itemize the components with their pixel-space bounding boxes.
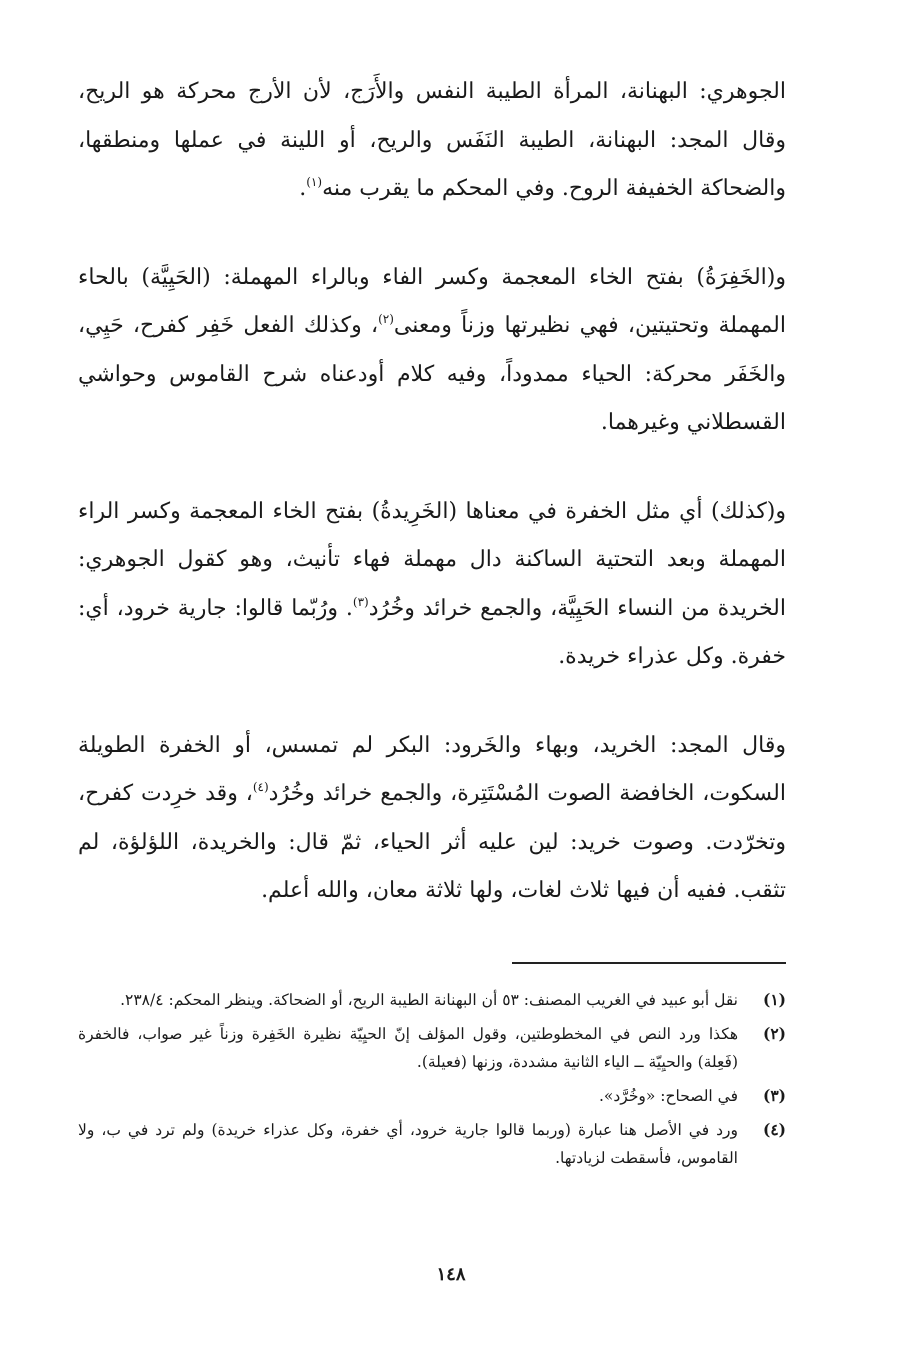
paragraph-text: الجوهري: البهنانة، المرأة الطيبة النفس والأَرَج، لأن الأرج محركة هو الريح، وقال المجد: البهنانة، الطيبة النَفَس والريح، أو اللينة في عملها ومنطقها، والضحاكة الخفيفة الروح. وفي المحكم ما يقرب منه <box>78 79 786 201</box>
footnote-item <box>78 986 786 1014</box>
footnote-number: (٢) <box>762 1024 786 1043</box>
footnote-ref[interactable]: (١) <box>306 175 323 189</box>
paragraph-tail: ، وكذلك الفعل خَفِر كفرح، حَيِي، والخَفَر محركة: الحياء ممدوداً، وفيه كلام أودعناه شرح القاموس وحواشي القسطلاني وغيرهما. <box>78 313 786 435</box>
footnote-ref[interactable]: (٣) <box>352 594 369 609</box>
paragraph-text: و(الخَفِرَةُ) بفتح الخاء المعجمة وكسر الفاء وبالراء المهملة: (الحَيِيَّة) بالحاء المهملة وتحتيتين، فهي نظيرتها وزناً ومعنى <box>78 264 786 338</box>
page-number: ١٤٨ <box>436 1264 466 1285</box>
footnote-text: نقل أبو عبيد في الغريب المصنف: ٥٣ أن البهنانة الطيبة الريح، أو الضحاكة. وينظر المحكم: ٢٣٨/٤. <box>120 991 738 1009</box>
paragraph-3 <box>78 488 786 682</box>
footnote-item <box>78 1082 786 1110</box>
footnote-item <box>78 1116 786 1172</box>
paragraph-text: وقال المجد: الخريد، وبهاء والخَرود: البكر لم تمسس، أو الخفرة الطويلة السكوت، الخافضة الصوت المُسْتَتِرة، والجمع خرائد وخُرُد <box>78 732 786 806</box>
paragraph-tail: . ورُبّما قالوا: جارية خرود، أي: خفرة. وكل عذراء خريدة. <box>78 595 786 669</box>
footnotes <box>78 986 786 1178</box>
main-text <box>78 68 786 956</box>
footnote-number: (١) <box>762 990 786 1009</box>
paragraph-tail: ، وقد خرِدت كفرح، وتخرّدت. وصوت خريد: لين عليه أثر الحياء، ثمّ قال: والخريدة، اللؤلؤة، لم تثقب. ففيه أن فيها ثلاث لغات، ولها ثلاثة معان، والله أعلم. <box>78 781 786 903</box>
footnote-ref[interactable]: (٤) <box>252 780 269 794</box>
footnote-separator <box>512 962 786 964</box>
paragraph-tail: . <box>299 176 307 201</box>
footnote-ref[interactable]: (٢) <box>378 312 394 326</box>
paragraph-1 <box>78 68 786 214</box>
footnote-text: ورد في الأصل هنا عبارة (وربما قالوا جارية خرود، أي خفرة، وكل عذراء خريدة) ولم ترد في ب، ولا القاموس، فأسقطت لزيادتها. <box>78 1121 738 1167</box>
footnote-item <box>78 1020 786 1076</box>
footnote-number: (٣) <box>762 1086 786 1105</box>
footnote-text: هكذا ورد النص في المخطوطتين، وقول المؤلف إنّ الحيِيّة نظيرة الخَفِرة وزناً غير صواب، فالخفرة (فَعِلة) والحيِيّة ــ الياء الثانية مشددة، وزنها (فعيلة). <box>78 1025 738 1071</box>
paragraph-text: و(كذلك) أي مثل الخفرة في معناها (الخَرِيدةُ) بفتح الخاء المعجمة وكسر الراء المهملة وبعد التحتية الساكنة دال مهملة فهاء تأنيث، وهو كقول الجوهري: الخريدة من النساء الحَيِيَّة، والجمع خرائد وخُرُد <box>78 498 786 621</box>
footnote-text: في الصحاح: «وخُرَّد». <box>598 1087 738 1105</box>
paragraph-4 <box>78 722 786 916</box>
paragraph-2 <box>78 254 786 448</box>
footnote-number: (٤) <box>762 1120 786 1139</box>
